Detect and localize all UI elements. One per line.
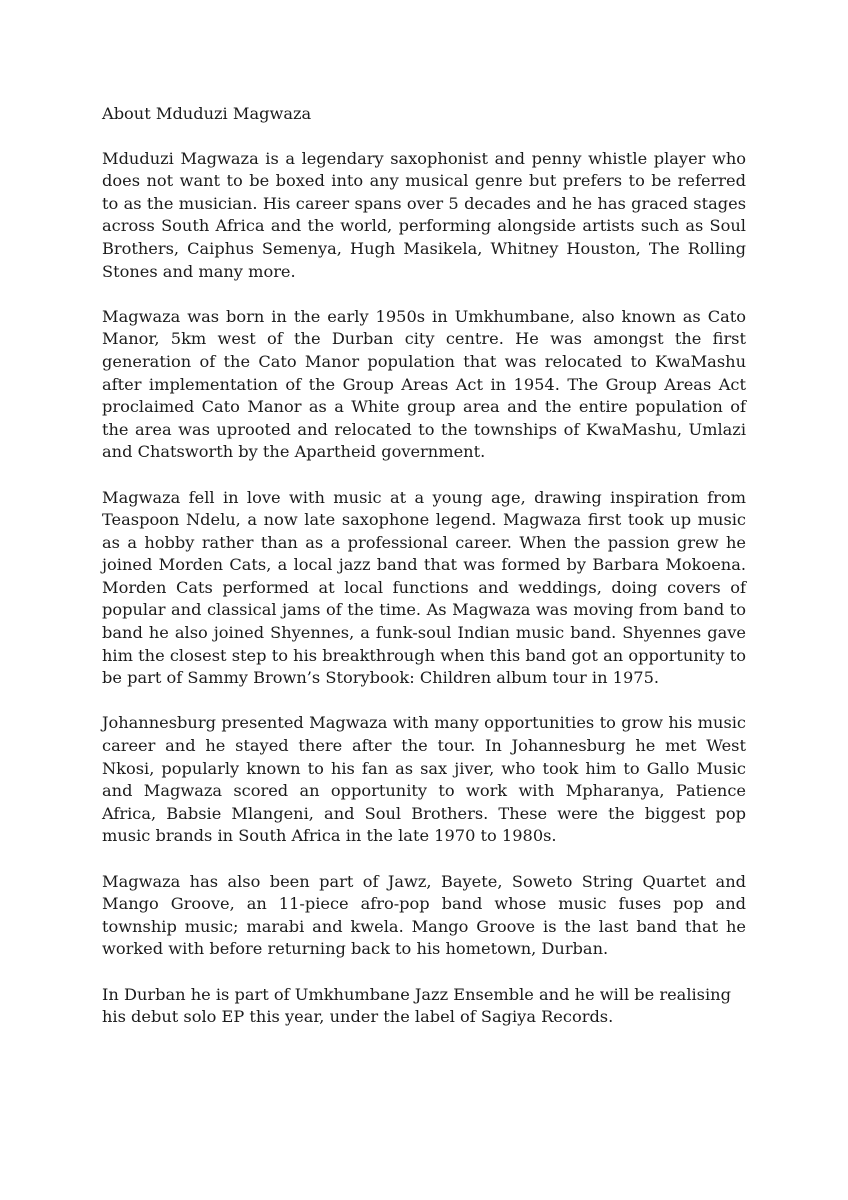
paragraph-durban: In Durban he is part of Umkhumbane Jazz Ensemble and he will be realising his debut solo EP this year, under the label of Sagiya Records. [102,984,731,1027]
document-page [102,103,746,1051]
document-title: About Mduduzi Magwaza [102,104,312,123]
paragraph-career-overview: Mduduzi Magwaza is a legendary saxophonist and penny whistle player who does not want to be boxed into any musical genre but prefers to be referred to as the musician. His career spans over 5 decades and he has graced stages across South Africa and the world, performing alongside artists such as Soul Brothers, Caiphus Semenya, Hugh Masikela, Whitney Houston, The Rolling Stones and many more. [102,148,746,281]
paragraph-bands: Magwaza has also been part of Jawz, Bayete, Soweto String Quartet and Mango Groove, an 11-piece afro-pop band whose music fuses pop and township music; marabi and kwela. Mango Groove is the last band that he worked with before returning back to his hometown, Durban. [102,871,746,959]
paragraph-musical-beginnings: Magwaza fell in love with music at a young age, drawing inspiration from Teaspoon Ndelu, a now late saxophone legend. Magwaza first took up music as a hobby rather than as a professional career. When the passion grew he joined Morden Cats, a local jazz band that was formed by Barbara Mokoena. Morden Cats performed at local functions and weddings, doing covers of popular and classical jams of the time. As Magwaza was moving from band to band he also joined Shyennes, a funk-soul Indian music band. Shyennes gave him the closest step to his breakthrough when this band got an opportunity to be part of Sammy Brown’s Storybook: Children album tour in 1975. [102,487,746,688]
paragraph-early-life: Magwaza was born in the early 1950s in Umkhumbane, also known as Cato Manor, 5km west of the Durban city centre. He was amongst the first generation of the Cato Manor population that was relocated to KwaMashu after implementation of the Group Areas Act in 1954. The Group Areas Act proclaimed Cato Manor as a White group area and the entire population of the area was uprooted and relocated to the townships of KwaMashu, Umlazi and Chatsworth by the Apartheid government. [102,306,746,462]
paragraph-johannesburg: Johannesburg presented Magwaza with many opportunities to grow his music career and he stayed there after the tour. In Johannesburg he met West Nkosi, popularly known to his fan as sax jiver, who took him to Gallo Music and Magwaza scored an opportunity to work with Mpharanya, Patience Africa, Babsie Mlangeni, and Soul Brothers. These were the biggest pop music brands in South Africa in the late 1970 to 1980s. [102,713,746,846]
